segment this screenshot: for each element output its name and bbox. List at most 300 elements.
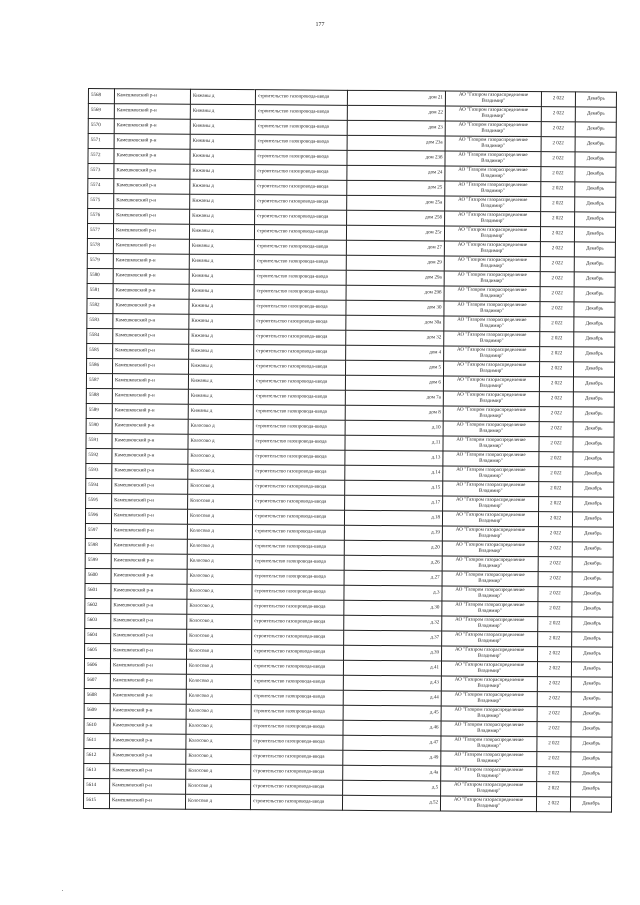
year-cell: 2 022	[536, 797, 570, 812]
year-cell: 2 022	[537, 722, 571, 737]
row-number-cell: 5603	[85, 613, 111, 628]
row-number-cell: 5601	[85, 583, 111, 598]
work-type-cell: строительство газопровода-ввода	[255, 120, 347, 136]
row-number-cell: 5587	[86, 373, 112, 388]
row-number-cell: 5570	[88, 119, 114, 134]
village-cell: Кижаны д	[189, 239, 254, 254]
organization-line-2: Владимир"	[481, 128, 506, 134]
organization-line-1: АО "Газпром газораспределение	[454, 737, 524, 744]
year-cell: 2 022	[540, 272, 574, 287]
year-cell: 2 022	[538, 587, 572, 602]
month-cell: Декабрь	[574, 272, 615, 287]
district-cell: Камешковский р-н	[114, 89, 190, 105]
row-number-cell: 5585	[87, 343, 113, 358]
row-number-cell: 5604	[85, 628, 111, 643]
organization-cell	[441, 721, 537, 737]
year-cell: 2 022	[541, 167, 575, 182]
house-cell: д.32	[344, 615, 442, 631]
district-cell: Камешковский р-н	[113, 359, 189, 375]
village-cell: Колосово д	[186, 779, 251, 794]
organization-cell	[443, 391, 539, 407]
village-cell: Колосово д	[186, 764, 251, 779]
registry-table	[83, 88, 617, 813]
organization-cell	[442, 556, 538, 572]
organization-line-2: Владимир"	[477, 713, 501, 719]
village-cell: Кижаны д	[189, 224, 254, 239]
organization-cell	[441, 766, 537, 782]
row-number-cell: 5584	[87, 328, 113, 343]
row-number-cell: 5590	[86, 418, 112, 433]
district-cell: Камешковский р-н	[111, 524, 187, 540]
village-cell: Кижаны д	[190, 89, 255, 104]
organization-line-2: Владимир"	[479, 398, 504, 404]
work-type-cell: строительство газопровода-ввода	[251, 720, 343, 736]
organization-cell	[445, 121, 541, 137]
organization-cell	[445, 211, 541, 227]
organization-line-1: АО "Газпром газораспределение	[458, 92, 529, 99]
work-type-cell: строительство газопровода-ввода	[254, 225, 346, 241]
organization-line-2: Владимир"	[479, 353, 504, 359]
month-cell: Декабрь	[573, 467, 614, 482]
organization-cell	[444, 226, 540, 242]
month-cell: Декабрь	[571, 782, 612, 797]
month-cell: Декабрь	[574, 317, 615, 332]
month-cell: Декабрь	[571, 767, 612, 782]
organization-line-2: Владимир"	[478, 593, 502, 599]
organization-line-1: АО "Газпром газораспределение	[457, 227, 528, 234]
row-number-cell: 5580	[87, 268, 113, 283]
organization-line-2: Владимир"	[480, 308, 504, 314]
district-cell: Камешковский р-н	[113, 269, 189, 285]
district-cell: Камешковский р-н	[111, 509, 187, 525]
work-type-cell: строительство газопровода-ввода	[255, 165, 347, 181]
month-cell: Декабрь	[571, 737, 612, 752]
year-cell: 2 022	[540, 347, 574, 362]
year-cell: 2 022	[537, 752, 571, 767]
village-cell: Колосово д	[186, 749, 251, 764]
organization-line-2: Владимир"	[481, 98, 506, 104]
organization-line-1: АО "Газпром газораспределение	[454, 647, 525, 654]
month-cell: Декабрь	[575, 152, 616, 167]
organization-cell	[443, 481, 539, 497]
work-type-cell: строительство газопровода-ввода	[255, 180, 347, 196]
organization-line-2: Владимир"	[479, 338, 504, 344]
row-number-cell: 5607	[84, 673, 110, 688]
organization-line-1: АО "Газпром газораспределение	[455, 632, 525, 639]
page-number: 177	[315, 22, 325, 28]
organization-line-2: Владимир"	[479, 443, 503, 449]
year-cell: 2 022	[537, 677, 571, 692]
month-cell: Декабрь	[572, 512, 613, 527]
district-cell: Камешковский р-н	[110, 779, 186, 795]
month-cell: Декабрь	[573, 392, 614, 407]
year-cell: 2 022	[541, 107, 575, 122]
work-type-cell: строительство газопровода-ввода	[251, 780, 343, 796]
month-cell: Декабрь	[572, 587, 613, 602]
year-cell: 2 022	[538, 572, 572, 587]
month-cell: Декабрь	[572, 647, 613, 662]
row-number-cell: 5615	[83, 793, 109, 808]
organization-line-2: Владимир"	[480, 293, 504, 299]
organization-line-1: АО "Газпром газораспределение	[458, 122, 528, 129]
house-cell: дом 30а	[346, 315, 444, 331]
organization-line-2: Владимир"	[478, 503, 503, 509]
house-cell: д.37	[344, 630, 442, 646]
organization-line-1: АО "Газпром газораспределение	[456, 437, 526, 444]
year-cell: 2 022	[538, 647, 572, 662]
district-cell: Камешковский р-н	[110, 659, 186, 675]
year-cell: 2 022	[540, 242, 574, 257]
organization-cell	[445, 166, 541, 182]
work-type-cell: строительство газопровода-ввода	[253, 420, 345, 436]
organization-line-2: Владимир"	[481, 158, 505, 164]
work-type-cell: строительство газопровода-ввода	[255, 195, 347, 211]
month-cell: Декабрь	[575, 182, 616, 197]
district-cell: Камешковский р-н	[112, 479, 188, 495]
work-type-cell: строительство газопровода-ввода	[254, 345, 346, 361]
organization-line-1: АО "Газпром газораспределение	[456, 422, 526, 429]
house-cell: д.13	[345, 450, 443, 466]
village-cell: Колосово д	[186, 659, 251, 674]
district-cell: Камешковский р-н	[111, 644, 187, 660]
village-cell: Колосово д	[187, 614, 252, 629]
year-cell: 2 022	[540, 302, 574, 317]
organization-line-2: Владимир"	[478, 488, 503, 494]
district-cell: Камешковский р-н	[112, 434, 188, 450]
district-cell: Камешковский р-н	[111, 614, 187, 630]
month-cell: Декабрь	[575, 137, 616, 152]
month-cell: Декабрь	[574, 302, 615, 317]
organization-line-2: Владимир"	[478, 578, 502, 584]
work-type-cell: строительство газопровода-ввода	[251, 750, 343, 766]
work-type-cell: строительство газопровода-ввода	[253, 375, 345, 391]
organization-cell	[441, 661, 537, 677]
registry-table-body	[83, 89, 616, 813]
scan-speck	[62, 890, 63, 891]
organization-line-1: АО "Газпром газораспределение	[456, 467, 526, 474]
month-cell: Декабрь	[571, 692, 612, 707]
village-cell: Колосово д	[188, 419, 253, 434]
year-cell: 2 022	[541, 152, 575, 167]
organization-cell	[442, 511, 538, 527]
house-cell: д.3	[344, 585, 442, 601]
district-cell: Камешковский р-н	[111, 569, 187, 585]
organization-line-1: АО "Газпром газораспределение	[457, 317, 527, 324]
month-cell: Декабрь	[574, 257, 615, 272]
work-type-cell: строительство газопровода-ввода	[255, 210, 347, 226]
year-cell: 2 022	[537, 662, 571, 677]
organization-cell	[444, 346, 540, 362]
district-cell: Камешковский р-н	[113, 254, 189, 270]
work-type-cell: строительство газопровода-ввода	[252, 555, 344, 571]
organization-cell	[445, 181, 541, 197]
organization-line-1: АО "Газпром газораспределение	[453, 782, 524, 789]
organization-line-1: АО "Газпром газораспределение	[457, 257, 527, 264]
organization-cell	[442, 541, 538, 557]
house-cell: д.18	[344, 510, 442, 526]
house-cell: дом 23б	[347, 150, 445, 166]
row-number-cell: 5599	[85, 553, 111, 568]
house-cell: д.52	[342, 795, 440, 811]
work-type-cell: строительство газопровода-ввода	[253, 390, 345, 406]
year-cell: 2 022	[539, 497, 573, 512]
house-cell: дом 23	[347, 120, 445, 136]
village-cell: Кижаны д	[189, 314, 254, 329]
organization-line-2: Владимир"	[480, 233, 505, 239]
work-type-cell: строительство газопровода-ввода	[252, 525, 344, 541]
work-type-cell: строительство газопровода-ввода	[253, 435, 345, 451]
organization-line-1: АО "Газпром газораспределение	[455, 527, 526, 534]
organization-cell	[445, 106, 541, 122]
organization-line-1: АО "Газпром газораспределение	[454, 677, 525, 684]
organization-line-2: Владимир"	[479, 428, 503, 434]
organization-line-1: АО "Газпром газораспределение	[458, 167, 528, 174]
month-cell: Декабрь	[575, 122, 616, 137]
house-cell: д.39	[344, 645, 442, 661]
organization-line-1: АО "Газпром газораспределение	[457, 302, 527, 309]
district-cell: Камешковский р-н	[114, 209, 190, 225]
year-cell: 2 022	[538, 602, 572, 617]
work-type-cell: строительство газопровода-ввода	[252, 645, 344, 661]
work-type-cell: строительство газопровода-ввода	[253, 465, 345, 481]
month-cell: Декабрь	[571, 752, 612, 767]
house-cell: дом 25б	[347, 210, 445, 226]
organization-line-2: Владимир"	[477, 743, 501, 749]
house-cell: дом 29б	[346, 285, 444, 301]
organization-line-2: Владимир"	[479, 383, 504, 389]
work-type-cell: строительство газопровода-ввода	[254, 300, 346, 316]
house-cell: д.30	[344, 600, 442, 616]
district-cell: Камешковский р-н	[113, 344, 189, 360]
row-number-cell: 5591	[86, 433, 112, 448]
year-cell: 2 022	[540, 317, 574, 332]
work-type-cell: строительство газопровода-ввода	[254, 360, 346, 376]
district-cell: Камешковский р-н	[113, 314, 189, 330]
year-cell: 2 022	[537, 782, 571, 797]
work-type-cell: строительство газопровода-ввода	[255, 105, 347, 121]
village-cell: Кижаны д	[190, 104, 255, 119]
district-cell: Камешковский р-н	[112, 374, 188, 390]
organization-line-2: Владимир"	[478, 563, 503, 569]
village-cell: Кижаны д	[190, 134, 255, 149]
organization-line-1: АО "Газпром газораспределение	[456, 482, 526, 489]
month-cell: Декабрь	[575, 92, 616, 107]
district-cell: Камешковский р-н	[110, 764, 186, 780]
month-cell: Декабрь	[571, 722, 612, 737]
row-number-cell: 5582	[87, 298, 113, 313]
month-cell: Декабрь	[572, 602, 613, 617]
village-cell: Колосово д	[187, 509, 252, 524]
organization-cell	[444, 241, 540, 257]
district-cell: Камешковский р-н	[114, 149, 190, 165]
village-cell: Колосово д	[188, 449, 253, 464]
row-number-cell: 5610	[84, 718, 110, 733]
village-cell: Колосово д	[187, 554, 252, 569]
organization-cell	[442, 646, 538, 662]
district-cell: Камешковский р-н	[113, 299, 189, 315]
district-cell: Камешковский р-н	[113, 224, 189, 240]
year-cell: 2 022	[539, 467, 573, 482]
organization-cell	[442, 586, 538, 602]
district-cell: Камешковский р-н	[110, 749, 186, 765]
year-cell: 2 022	[540, 287, 574, 302]
village-cell: Колосово д	[188, 464, 253, 479]
organization-cell	[444, 331, 540, 347]
house-cell: дом 21	[347, 90, 445, 106]
organization-cell	[440, 796, 536, 812]
house-cell: д.10	[345, 420, 443, 436]
house-cell: дом 29а	[346, 270, 444, 286]
work-type-cell: строительство газопровода-ввода	[251, 705, 343, 721]
year-cell: 2 022	[539, 392, 573, 407]
row-number-cell: 5602	[85, 598, 111, 613]
work-type-cell: строительство газопровода-ввода	[252, 540, 344, 556]
work-type-cell: строительство газопровода-ввода	[255, 90, 347, 106]
district-cell: Камешковский р-н	[112, 389, 188, 405]
organization-line-1: АО "Газпром газораспределение	[458, 152, 528, 159]
row-number-cell: 5588	[86, 388, 112, 403]
house-cell: дом 7а	[345, 390, 443, 406]
row-number-cell: 5592	[86, 448, 112, 463]
village-cell: Кижаны д	[190, 149, 255, 164]
house-cell: дом 30	[346, 300, 444, 316]
organization-cell	[441, 676, 537, 692]
organization-line-1: АО "Газпром газораспределение	[458, 197, 528, 204]
organization-line-1: АО "Газпром газораспределение	[455, 617, 525, 624]
house-cell: д.15	[345, 480, 443, 496]
month-cell: Декабрь	[574, 347, 615, 362]
organization-line-1: АО "Газпром газораспределение	[457, 287, 527, 294]
organization-line-1: АО "Газпром газораспределение	[454, 707, 524, 714]
month-cell: Декабрь	[573, 497, 614, 512]
organization-line-2: Владимир"	[479, 458, 503, 464]
organization-line-2: Владимир"	[478, 533, 503, 539]
organization-line-1: АО "Газпром газораспределение	[457, 272, 527, 279]
organization-cell	[445, 91, 541, 107]
organization-line-2: Владимир"	[478, 608, 502, 614]
organization-line-1: АО "Газпром газораспределение	[455, 587, 525, 594]
month-cell: Декабрь	[575, 197, 616, 212]
month-cell: Декабрь	[573, 377, 614, 392]
row-number-cell: 5596	[85, 508, 111, 523]
house-cell: д.5	[343, 780, 441, 796]
district-cell: Камешковский р-н	[110, 674, 186, 690]
organization-cell	[441, 691, 537, 707]
organization-line-1: АО "Газпром газораспределение	[457, 242, 528, 249]
organization-line-2: Владимир"	[481, 113, 506, 119]
district-cell: Камешковский р-н	[111, 539, 187, 555]
organization-line-1: АО "Газпром газораспределение	[457, 332, 527, 339]
house-cell: д.4а	[343, 765, 441, 781]
organization-cell	[444, 256, 540, 272]
table-row	[83, 793, 611, 812]
house-cell: дом 29	[346, 255, 444, 271]
work-type-cell: строительство газопровода-ввода	[253, 495, 345, 511]
organization-cell	[443, 361, 539, 377]
organization-cell	[441, 751, 537, 767]
organization-cell	[443, 436, 539, 452]
month-cell: Декабрь	[572, 617, 613, 632]
work-type-cell: строительство газопровода-ввода	[252, 630, 344, 646]
village-cell: Колосово д	[187, 599, 252, 614]
organization-line-2: Владимир"	[476, 758, 501, 764]
month-cell: Декабрь	[575, 107, 616, 122]
village-cell: Колосово д	[186, 689, 251, 704]
organization-cell	[443, 406, 539, 422]
year-cell: 2 022	[541, 137, 575, 152]
organization-line-2: Владимир"	[480, 248, 505, 254]
organization-line-2: Владимир"	[477, 653, 502, 659]
organization-line-2: Владимир"	[480, 323, 504, 329]
row-number-cell: 5609	[84, 703, 110, 718]
house-cell: дом 4	[346, 345, 444, 361]
district-cell: Камешковский р-н	[110, 704, 186, 720]
organization-cell	[442, 526, 538, 542]
organization-line-2: Владимир"	[480, 218, 505, 224]
row-number-cell: 5598	[85, 538, 111, 553]
year-cell: 2 022	[541, 92, 575, 107]
organization-line-1: АО "Газпром газораспределение	[454, 767, 524, 774]
organization-line-1: АО "Газпром газораспределение	[457, 347, 527, 354]
year-cell: 2 022	[540, 227, 574, 242]
month-cell: Декабрь	[570, 797, 611, 812]
month-cell: Декабрь	[573, 422, 614, 437]
organization-line-1: АО "Газпром газораспределение	[456, 377, 527, 384]
month-cell: Декабрь	[572, 557, 613, 572]
year-cell: 2 022	[539, 377, 573, 392]
village-cell: Кижаны д	[190, 209, 255, 224]
year-cell: 2 022	[537, 767, 571, 782]
month-cell: Декабрь	[571, 707, 612, 722]
organization-line-1: АО "Газпром газораспределение	[458, 107, 528, 114]
organization-line-1: АО "Газпром газораспределение	[456, 392, 527, 399]
house-cell: дом 32	[346, 330, 444, 346]
village-cell: Кижаны д	[189, 344, 254, 359]
organization-cell	[442, 601, 538, 617]
row-number-cell: 5568	[88, 89, 114, 104]
organization-line-2: Владимир"	[477, 683, 502, 689]
organization-line-2: Владимир"	[481, 143, 505, 149]
month-cell: Декабрь	[573, 362, 614, 377]
organization-line-2: Владимир"	[478, 473, 503, 479]
district-cell: Камешковский р-н	[113, 284, 189, 300]
month-cell: Декабрь	[573, 452, 614, 467]
village-cell: Кижаны д	[188, 374, 253, 389]
village-cell: Колосово д	[186, 704, 251, 719]
row-number-cell: 5571	[88, 134, 114, 149]
organization-line-1: АО "Газпром газораспределение	[455, 512, 526, 519]
house-cell: дом 24	[347, 165, 445, 181]
row-number-cell: 5597	[85, 523, 111, 538]
district-cell: Камешковский р-н	[113, 329, 189, 345]
organization-line-1: АО "Газпром газораспределение	[455, 572, 525, 579]
district-cell: Камешковский р-н	[113, 239, 189, 255]
organization-line-1: АО "Газпром газораспределение	[456, 407, 526, 414]
row-number-cell: 5577	[87, 224, 113, 239]
house-cell: д.47	[343, 735, 441, 751]
village-cell: Колосово д	[187, 539, 252, 554]
row-number-cell: 5575	[88, 194, 114, 209]
village-cell: Кижаны д	[189, 284, 254, 299]
year-cell: 2 022	[538, 542, 572, 557]
work-type-cell: строительство газопровода-ввода	[254, 330, 346, 346]
organization-cell	[442, 571, 538, 587]
district-cell: Камешковский р-н	[111, 554, 187, 570]
district-cell: Камешковский р-н	[114, 164, 190, 180]
row-number-cell: 5574	[88, 179, 114, 194]
row-number-cell: 5605	[85, 643, 111, 658]
work-type-cell: строительство газопровода-ввода	[255, 135, 347, 151]
